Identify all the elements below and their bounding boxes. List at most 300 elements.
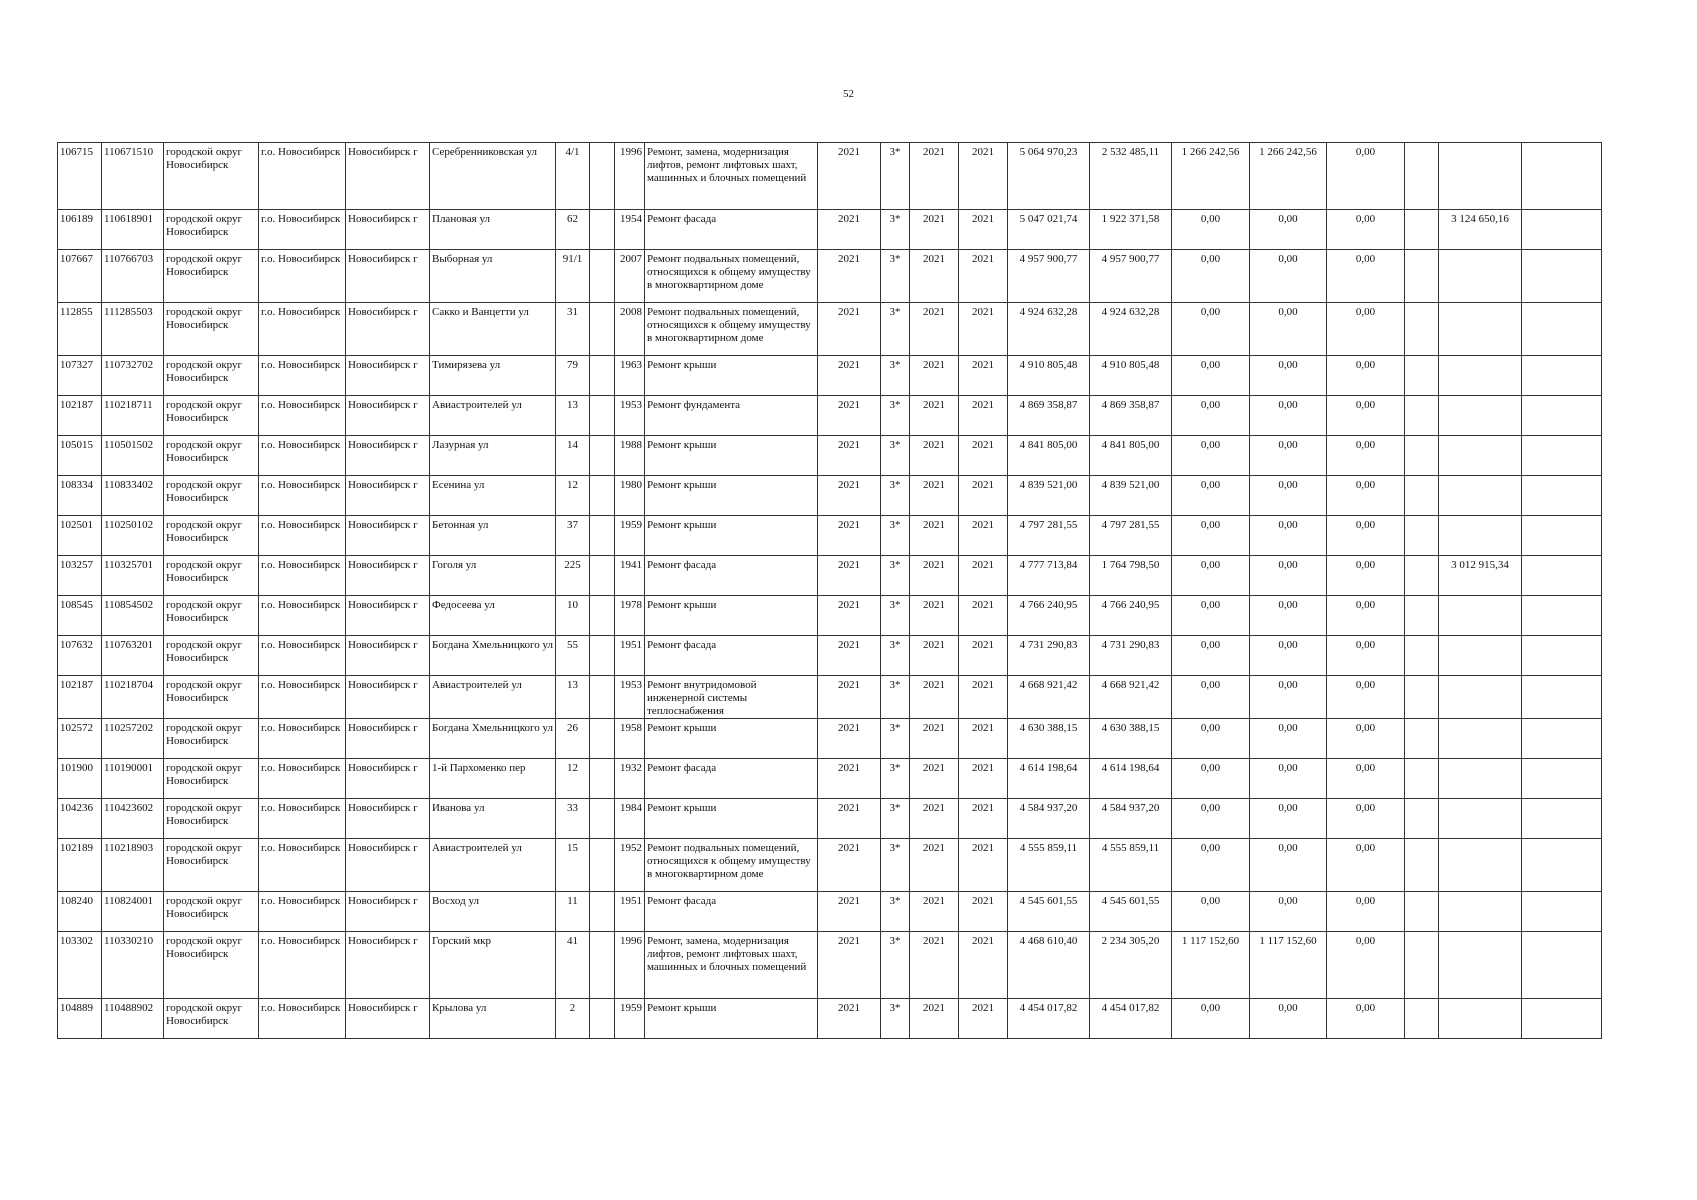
cell-blank bbox=[1405, 556, 1439, 596]
cell-house: 13 bbox=[556, 676, 590, 719]
cell-settlement: г.о. Новосибирск bbox=[259, 676, 346, 719]
cell-code: 110732702 bbox=[102, 356, 164, 396]
cell-district: городской округ Новосибирск bbox=[164, 999, 259, 1039]
table-row bbox=[58, 719, 1602, 759]
cell-start-year: 2021 bbox=[910, 476, 959, 516]
cell-budget-local: 0,00 bbox=[1250, 396, 1327, 436]
cell-street: Восход ул bbox=[430, 892, 556, 932]
cell-id: 108334 bbox=[58, 476, 102, 516]
cell-blank bbox=[590, 892, 615, 932]
cell-start-year: 2021 bbox=[910, 396, 959, 436]
cell-district: городской округ Новосибирск bbox=[164, 210, 259, 250]
cell-start-year: 2021 bbox=[910, 799, 959, 839]
cell-work-type: Ремонт крыши bbox=[645, 719, 818, 759]
cell-settlement: г.о. Новосибирск bbox=[259, 839, 346, 892]
cell-work-type: Ремонт крыши bbox=[645, 799, 818, 839]
cell-start-year: 2021 bbox=[910, 892, 959, 932]
cell-blank bbox=[1405, 999, 1439, 1039]
cell-owners-funds: 0,00 bbox=[1327, 759, 1405, 799]
cell-end-year: 2021 bbox=[959, 839, 1008, 892]
cell-city: Новосибирск г bbox=[346, 999, 430, 1039]
cell-work-type: Ремонт фасада bbox=[645, 759, 818, 799]
cell-work-type: Ремонт, замена, модернизация лифтов, ремонт лифтовых шахт, машинных и блочных помещений bbox=[645, 932, 818, 999]
cell-fund-amount: 4 630 388,15 bbox=[1090, 719, 1172, 759]
cell-blank bbox=[1405, 719, 1439, 759]
table-row bbox=[58, 210, 1602, 250]
table-row bbox=[58, 516, 1602, 556]
cell-total-cost: 4 545 601,55 bbox=[1008, 892, 1090, 932]
cell-extra-amount bbox=[1439, 676, 1522, 719]
cell-blank bbox=[590, 516, 615, 556]
cell-end-year: 2021 bbox=[959, 596, 1008, 636]
cell-owners-funds: 0,00 bbox=[1327, 210, 1405, 250]
cell-city: Новосибирск г bbox=[346, 516, 430, 556]
cell-code: 110618901 bbox=[102, 210, 164, 250]
cell-budget-local: 0,00 bbox=[1250, 436, 1327, 476]
cell-work-type: Ремонт крыши bbox=[645, 476, 818, 516]
cell-code: 110218704 bbox=[102, 676, 164, 719]
cell-category: 3* bbox=[881, 556, 910, 596]
cell-year-built: 1963 bbox=[615, 356, 645, 396]
cell-settlement: г.о. Новосибирск bbox=[259, 396, 346, 436]
cell-plan-year: 2021 bbox=[818, 396, 881, 436]
cell-code: 110218903 bbox=[102, 839, 164, 892]
cell-owners-funds: 0,00 bbox=[1327, 636, 1405, 676]
cell-street: Богдана Хмельницкого ул bbox=[430, 719, 556, 759]
cell-street: Плановая ул bbox=[430, 210, 556, 250]
cell-blank bbox=[590, 476, 615, 516]
cell-total-cost: 4 668 921,42 bbox=[1008, 676, 1090, 719]
cell-owners-funds: 0,00 bbox=[1327, 396, 1405, 436]
repair-registry-table bbox=[57, 142, 1602, 1039]
cell-work-type: Ремонт фасада bbox=[645, 556, 818, 596]
cell-budget-regional: 0,00 bbox=[1172, 556, 1250, 596]
cell-total-cost: 5 064 970,23 bbox=[1008, 143, 1090, 210]
cell-fund-amount: 4 454 017,82 bbox=[1090, 999, 1172, 1039]
table-row bbox=[58, 932, 1602, 999]
cell-owners-funds: 0,00 bbox=[1327, 799, 1405, 839]
cell-settlement: г.о. Новосибирск bbox=[259, 636, 346, 676]
cell-total-cost: 4 731 290,83 bbox=[1008, 636, 1090, 676]
cell-total-cost: 4 841 805,00 bbox=[1008, 436, 1090, 476]
cell-house: 2 bbox=[556, 999, 590, 1039]
cell-category: 3* bbox=[881, 892, 910, 932]
cell-year-built: 1978 bbox=[615, 596, 645, 636]
cell-extra-amount bbox=[1439, 303, 1522, 356]
cell-fund-amount: 1 764 798,50 bbox=[1090, 556, 1172, 596]
cell-work-type: Ремонт крыши bbox=[645, 999, 818, 1039]
cell-year-built: 1952 bbox=[615, 839, 645, 892]
cell-budget-local: 0,00 bbox=[1250, 759, 1327, 799]
cell-blank bbox=[590, 839, 615, 892]
cell-extra-amount bbox=[1439, 516, 1522, 556]
cell-city: Новосибирск г bbox=[346, 210, 430, 250]
cell-district: городской округ Новосибирск bbox=[164, 476, 259, 516]
cell-code: 110250102 bbox=[102, 516, 164, 556]
cell-total-cost: 4 924 632,28 bbox=[1008, 303, 1090, 356]
cell-district: городской округ Новосибирск bbox=[164, 250, 259, 303]
cell-blank bbox=[590, 210, 615, 250]
cell-end-year: 2021 bbox=[959, 636, 1008, 676]
cell-budget-local: 0,00 bbox=[1250, 303, 1327, 356]
cell-district: городской округ Новосибирск bbox=[164, 892, 259, 932]
cell-budget-regional: 0,00 bbox=[1172, 759, 1250, 799]
cell-extra-amount bbox=[1439, 719, 1522, 759]
cell-category: 3* bbox=[881, 250, 910, 303]
cell-budget-local: 0,00 bbox=[1250, 636, 1327, 676]
cell-budget-regional: 0,00 bbox=[1172, 303, 1250, 356]
cell-year-built: 1958 bbox=[615, 719, 645, 759]
cell-category: 3* bbox=[881, 596, 910, 636]
cell-budget-regional: 0,00 bbox=[1172, 596, 1250, 636]
cell-year-built: 1959 bbox=[615, 999, 645, 1039]
cell-id: 102189 bbox=[58, 839, 102, 892]
cell-city: Новосибирск г bbox=[346, 839, 430, 892]
cell-budget-regional: 0,00 bbox=[1172, 210, 1250, 250]
cell-start-year: 2021 bbox=[910, 719, 959, 759]
cell-plan-year: 2021 bbox=[818, 839, 881, 892]
cell-end-year: 2021 bbox=[959, 143, 1008, 210]
cell-plan-year: 2021 bbox=[818, 356, 881, 396]
cell-blank bbox=[1522, 799, 1602, 839]
cell-id: 107632 bbox=[58, 636, 102, 676]
cell-fund-amount: 4 555 859,11 bbox=[1090, 839, 1172, 892]
cell-category: 3* bbox=[881, 839, 910, 892]
cell-end-year: 2021 bbox=[959, 516, 1008, 556]
cell-id: 107667 bbox=[58, 250, 102, 303]
cell-budget-local: 1 117 152,60 bbox=[1250, 932, 1327, 999]
cell-city: Новосибирск г bbox=[346, 719, 430, 759]
cell-settlement: г.о. Новосибирск bbox=[259, 596, 346, 636]
cell-plan-year: 2021 bbox=[818, 636, 881, 676]
cell-house: 79 bbox=[556, 356, 590, 396]
cell-district: городской округ Новосибирск bbox=[164, 839, 259, 892]
cell-blank bbox=[590, 436, 615, 476]
cell-budget-regional: 0,00 bbox=[1172, 476, 1250, 516]
cell-work-type: Ремонт подвальных помещений, относящихся к общему имуществу в многоквартирном доме bbox=[645, 303, 818, 356]
cell-district: городской округ Новосибирск bbox=[164, 143, 259, 210]
table-body bbox=[58, 143, 1602, 1039]
table-row bbox=[58, 303, 1602, 356]
cell-budget-regional: 0,00 bbox=[1172, 676, 1250, 719]
cell-city: Новосибирск г bbox=[346, 396, 430, 436]
table-row bbox=[58, 892, 1602, 932]
cell-settlement: г.о. Новосибирск bbox=[259, 892, 346, 932]
cell-id: 105015 bbox=[58, 436, 102, 476]
page-number: 52 bbox=[843, 88, 854, 100]
cell-id: 107327 bbox=[58, 356, 102, 396]
cell-settlement: г.о. Новосибирск bbox=[259, 556, 346, 596]
cell-blank bbox=[1405, 516, 1439, 556]
cell-settlement: г.о. Новосибирск bbox=[259, 516, 346, 556]
cell-budget-local: 0,00 bbox=[1250, 892, 1327, 932]
cell-settlement: г.о. Новосибирск bbox=[259, 303, 346, 356]
cell-code: 110501502 bbox=[102, 436, 164, 476]
cell-work-type: Ремонт крыши bbox=[645, 516, 818, 556]
cell-house: 62 bbox=[556, 210, 590, 250]
cell-blank bbox=[590, 759, 615, 799]
cell-district: городской округ Новосибирск bbox=[164, 356, 259, 396]
cell-category: 3* bbox=[881, 396, 910, 436]
cell-start-year: 2021 bbox=[910, 596, 959, 636]
cell-owners-funds: 0,00 bbox=[1327, 596, 1405, 636]
cell-start-year: 2021 bbox=[910, 210, 959, 250]
cell-district: городской округ Новосибирск bbox=[164, 556, 259, 596]
cell-street: Гоголя ул bbox=[430, 556, 556, 596]
cell-blank bbox=[590, 303, 615, 356]
cell-fund-amount: 4 910 805,48 bbox=[1090, 356, 1172, 396]
cell-owners-funds: 0,00 bbox=[1327, 143, 1405, 210]
cell-total-cost: 4 957 900,77 bbox=[1008, 250, 1090, 303]
cell-street: Сакко и Ванцетти ул bbox=[430, 303, 556, 356]
cell-fund-amount: 4 614 198,64 bbox=[1090, 759, 1172, 799]
cell-settlement: г.о. Новосибирск bbox=[259, 759, 346, 799]
cell-blank bbox=[590, 596, 615, 636]
cell-budget-local: 0,00 bbox=[1250, 719, 1327, 759]
cell-blank bbox=[1522, 759, 1602, 799]
cell-city: Новосибирск г bbox=[346, 676, 430, 719]
cell-year-built: 1980 bbox=[615, 476, 645, 516]
cell-blank bbox=[1522, 516, 1602, 556]
cell-end-year: 2021 bbox=[959, 303, 1008, 356]
cell-total-cost: 5 047 021,74 bbox=[1008, 210, 1090, 250]
cell-category: 3* bbox=[881, 516, 910, 556]
cell-house: 225 bbox=[556, 556, 590, 596]
cell-start-year: 2021 bbox=[910, 516, 959, 556]
cell-blank bbox=[1405, 396, 1439, 436]
cell-settlement: г.о. Новосибирск bbox=[259, 932, 346, 999]
cell-fund-amount: 4 797 281,55 bbox=[1090, 516, 1172, 556]
cell-settlement: г.о. Новосибирск bbox=[259, 719, 346, 759]
cell-extra-amount bbox=[1439, 799, 1522, 839]
cell-work-type: Ремонт подвальных помещений, относящихся к общему имуществу в многоквартирном доме bbox=[645, 250, 818, 303]
cell-blank bbox=[1405, 839, 1439, 892]
cell-blank bbox=[1522, 892, 1602, 932]
table-row bbox=[58, 556, 1602, 596]
cell-blank bbox=[1405, 596, 1439, 636]
cell-owners-funds: 0,00 bbox=[1327, 436, 1405, 476]
cell-id: 102572 bbox=[58, 719, 102, 759]
cell-category: 3* bbox=[881, 303, 910, 356]
cell-house: 37 bbox=[556, 516, 590, 556]
cell-blank bbox=[1522, 476, 1602, 516]
cell-owners-funds: 0,00 bbox=[1327, 303, 1405, 356]
cell-blank bbox=[1405, 436, 1439, 476]
cell-end-year: 2021 bbox=[959, 892, 1008, 932]
cell-start-year: 2021 bbox=[910, 676, 959, 719]
cell-total-cost: 4 584 937,20 bbox=[1008, 799, 1090, 839]
cell-plan-year: 2021 bbox=[818, 210, 881, 250]
cell-category: 3* bbox=[881, 719, 910, 759]
cell-house: 13 bbox=[556, 396, 590, 436]
cell-district: городской округ Новосибирск bbox=[164, 719, 259, 759]
cell-blank bbox=[1405, 932, 1439, 999]
cell-house: 26 bbox=[556, 719, 590, 759]
cell-fund-amount: 4 924 632,28 bbox=[1090, 303, 1172, 356]
cell-house: 41 bbox=[556, 932, 590, 999]
table-row bbox=[58, 759, 1602, 799]
cell-plan-year: 2021 bbox=[818, 436, 881, 476]
cell-budget-regional: 0,00 bbox=[1172, 999, 1250, 1039]
cell-id: 103302 bbox=[58, 932, 102, 999]
cell-extra-amount bbox=[1439, 143, 1522, 210]
cell-blank bbox=[1405, 676, 1439, 719]
cell-start-year: 2021 bbox=[910, 356, 959, 396]
cell-budget-regional: 0,00 bbox=[1172, 396, 1250, 436]
cell-district: городской округ Новосибирск bbox=[164, 799, 259, 839]
cell-id: 101900 bbox=[58, 759, 102, 799]
cell-category: 3* bbox=[881, 932, 910, 999]
cell-budget-regional: 0,00 bbox=[1172, 516, 1250, 556]
cell-plan-year: 2021 bbox=[818, 516, 881, 556]
cell-house: 55 bbox=[556, 636, 590, 676]
cell-start-year: 2021 bbox=[910, 303, 959, 356]
cell-total-cost: 4 555 859,11 bbox=[1008, 839, 1090, 892]
cell-house: 15 bbox=[556, 839, 590, 892]
cell-start-year: 2021 bbox=[910, 436, 959, 476]
cell-house: 14 bbox=[556, 436, 590, 476]
cell-blank bbox=[1522, 143, 1602, 210]
cell-category: 3* bbox=[881, 636, 910, 676]
cell-blank bbox=[1405, 356, 1439, 396]
cell-city: Новосибирск г bbox=[346, 556, 430, 596]
cell-blank bbox=[1405, 759, 1439, 799]
cell-district: городской округ Новосибирск bbox=[164, 436, 259, 476]
cell-budget-local: 1 266 242,56 bbox=[1250, 143, 1327, 210]
cell-year-built: 1953 bbox=[615, 676, 645, 719]
cell-street: Крылова ул bbox=[430, 999, 556, 1039]
cell-settlement: г.о. Новосибирск bbox=[259, 250, 346, 303]
cell-street: Лазурная ул bbox=[430, 436, 556, 476]
cell-end-year: 2021 bbox=[959, 250, 1008, 303]
cell-blank bbox=[1405, 636, 1439, 676]
cell-start-year: 2021 bbox=[910, 250, 959, 303]
cell-settlement: г.о. Новосибирск bbox=[259, 999, 346, 1039]
cell-city: Новосибирск г bbox=[346, 250, 430, 303]
cell-plan-year: 2021 bbox=[818, 719, 881, 759]
cell-plan-year: 2021 bbox=[818, 250, 881, 303]
table-row bbox=[58, 636, 1602, 676]
cell-work-type: Ремонт фундамента bbox=[645, 396, 818, 436]
cell-budget-local: 0,00 bbox=[1250, 799, 1327, 839]
cell-city: Новосибирск г bbox=[346, 303, 430, 356]
cell-district: городской округ Новосибирск bbox=[164, 516, 259, 556]
cell-code: 110671510 bbox=[102, 143, 164, 210]
cell-extra-amount bbox=[1439, 356, 1522, 396]
cell-settlement: г.о. Новосибирск bbox=[259, 143, 346, 210]
cell-blank bbox=[1405, 143, 1439, 210]
cell-code: 110330210 bbox=[102, 932, 164, 999]
cell-district: городской округ Новосибирск bbox=[164, 636, 259, 676]
cell-budget-local: 0,00 bbox=[1250, 476, 1327, 516]
cell-work-type: Ремонт крыши bbox=[645, 356, 818, 396]
cell-year-built: 1941 bbox=[615, 556, 645, 596]
cell-start-year: 2021 bbox=[910, 636, 959, 676]
cell-total-cost: 4 630 388,15 bbox=[1008, 719, 1090, 759]
cell-extra-amount bbox=[1439, 932, 1522, 999]
cell-budget-regional: 0,00 bbox=[1172, 436, 1250, 476]
cell-street: Авиастроителей ул bbox=[430, 676, 556, 719]
cell-blank bbox=[590, 799, 615, 839]
cell-code: 110257202 bbox=[102, 719, 164, 759]
cell-blank bbox=[1522, 596, 1602, 636]
cell-blank bbox=[1522, 396, 1602, 436]
table-row bbox=[58, 799, 1602, 839]
cell-fund-amount: 4 668 921,42 bbox=[1090, 676, 1172, 719]
cell-district: городской округ Новосибирск bbox=[164, 396, 259, 436]
cell-category: 3* bbox=[881, 999, 910, 1039]
cell-city: Новосибирск г bbox=[346, 476, 430, 516]
cell-category: 3* bbox=[881, 210, 910, 250]
cell-blank bbox=[1522, 556, 1602, 596]
cell-start-year: 2021 bbox=[910, 932, 959, 999]
cell-owners-funds: 0,00 bbox=[1327, 839, 1405, 892]
cell-work-type: Ремонт крыши bbox=[645, 436, 818, 476]
cell-blank bbox=[1405, 892, 1439, 932]
table-row bbox=[58, 250, 1602, 303]
cell-code: 110423602 bbox=[102, 799, 164, 839]
cell-code: 110190001 bbox=[102, 759, 164, 799]
cell-year-built: 1984 bbox=[615, 799, 645, 839]
cell-budget-regional: 1 117 152,60 bbox=[1172, 932, 1250, 999]
cell-code: 111285503 bbox=[102, 303, 164, 356]
cell-blank bbox=[590, 556, 615, 596]
cell-work-type: Ремонт, замена, модернизация лифтов, ремонт лифтовых шахт, машинных и блочных помещений bbox=[645, 143, 818, 210]
cell-owners-funds: 0,00 bbox=[1327, 719, 1405, 759]
cell-district: городской округ Новосибирск bbox=[164, 676, 259, 719]
cell-district: городской округ Новосибирск bbox=[164, 932, 259, 999]
cell-blank bbox=[590, 676, 615, 719]
table-row bbox=[58, 476, 1602, 516]
cell-code: 110488902 bbox=[102, 999, 164, 1039]
cell-blank bbox=[1405, 250, 1439, 303]
cell-blank bbox=[590, 143, 615, 210]
cell-owners-funds: 0,00 bbox=[1327, 250, 1405, 303]
cell-code: 110763201 bbox=[102, 636, 164, 676]
cell-blank bbox=[1405, 303, 1439, 356]
cell-end-year: 2021 bbox=[959, 356, 1008, 396]
cell-total-cost: 4 777 713,84 bbox=[1008, 556, 1090, 596]
cell-budget-local: 0,00 bbox=[1250, 839, 1327, 892]
cell-plan-year: 2021 bbox=[818, 556, 881, 596]
cell-category: 3* bbox=[881, 356, 910, 396]
cell-city: Новосибирск г bbox=[346, 759, 430, 799]
cell-fund-amount: 4 584 937,20 bbox=[1090, 799, 1172, 839]
cell-end-year: 2021 bbox=[959, 476, 1008, 516]
cell-budget-local: 0,00 bbox=[1250, 596, 1327, 636]
cell-extra-amount bbox=[1439, 636, 1522, 676]
cell-extra-amount bbox=[1439, 839, 1522, 892]
cell-extra-amount bbox=[1439, 892, 1522, 932]
cell-fund-amount: 2 234 305,20 bbox=[1090, 932, 1172, 999]
cell-blank bbox=[1522, 839, 1602, 892]
cell-fund-amount: 4 841 805,00 bbox=[1090, 436, 1172, 476]
cell-category: 3* bbox=[881, 759, 910, 799]
cell-year-built: 2008 bbox=[615, 303, 645, 356]
cell-end-year: 2021 bbox=[959, 759, 1008, 799]
cell-city: Новосибирск г bbox=[346, 143, 430, 210]
cell-total-cost: 4 839 521,00 bbox=[1008, 476, 1090, 516]
cell-blank bbox=[1522, 636, 1602, 676]
cell-budget-regional: 0,00 bbox=[1172, 892, 1250, 932]
cell-work-type: Ремонт фасада bbox=[645, 636, 818, 676]
cell-id: 103257 bbox=[58, 556, 102, 596]
cell-year-built: 1996 bbox=[615, 932, 645, 999]
table-row bbox=[58, 596, 1602, 636]
cell-work-type: Ремонт фасада bbox=[645, 892, 818, 932]
cell-street: Тимирязева ул bbox=[430, 356, 556, 396]
cell-code: 110854502 bbox=[102, 596, 164, 636]
